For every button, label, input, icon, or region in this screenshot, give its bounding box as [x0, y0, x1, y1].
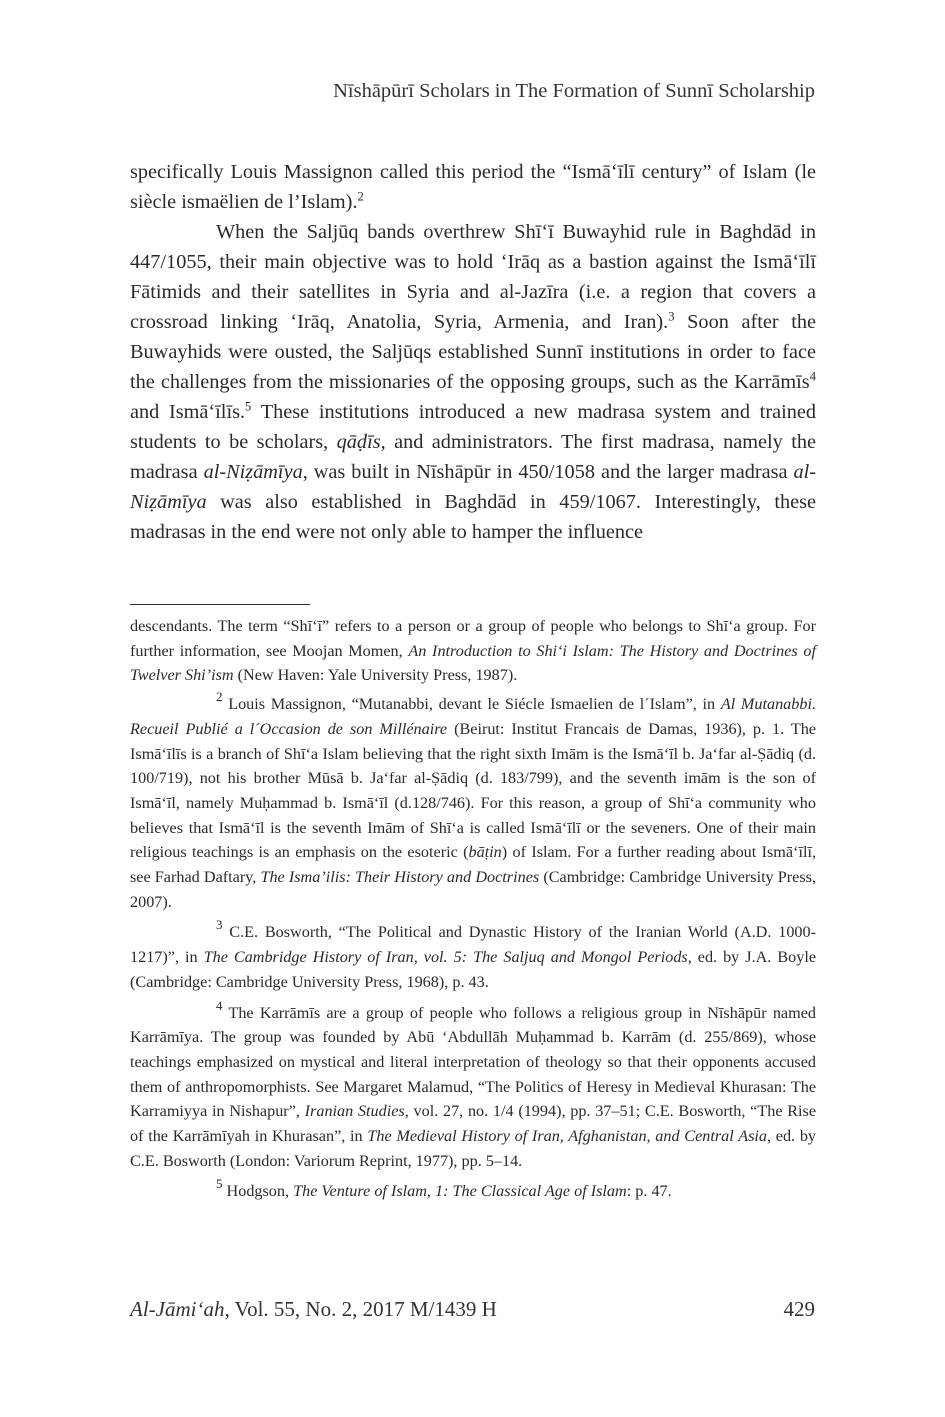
italic-text: The Cambridge History of Iran, vol. 5: The Saljuq and Mongol Periods [203, 948, 688, 967]
footnote [130, 997, 817, 1174]
italic-text: The Medieval History of Iran, Afghanistan, and Central Asia [367, 1127, 767, 1146]
footnote [130, 689, 817, 914]
footnote-ref[interactable]: 3 [216, 917, 223, 933]
text-run: ) of Islam. For a further reading about Ismā‘īlī, see Farhad Daftary, [130, 843, 816, 887]
footnote-ref[interactable]: 2 [357, 189, 364, 204]
running-header: Nīshāpūrī Scholars in The Formation of Sunnī Scholarship [333, 80, 815, 102]
text-run: (Beirut: Institut Francais de Damas, 1936), p. 1. The Ismā‘īlīs is a branch of Shī‘a Islam believing that the right sixth Imām is the Ismā‘īl b. Ja‘far al-Ṣādiq (d. 100/719), not his brother Mūsā b. Ja‘far al-Ṣādiq (d. 183/799), and the seventh imām is the son of Ismā‘īl, namely Muḥammad b. Ismā‘īl (d.128/746). For this reason, a group of Shī‘a community who believes that Ismā‘īl is the seventh Imām of Shī‘a is called Ismā‘īlī or the seveners. One of their main religious teachings is an emphasis on the esoteric ( [130, 719, 816, 862]
text-run: , vol. 27, no. 1/4 (1994), pp. 37–51; C.E. Bosworth, “The Rise of the Karrāmīyah in Khurasan”, in [130, 1102, 817, 1146]
footnote-ref[interactable]: 4 [809, 369, 816, 384]
text-run: Louis Massignon, “Mutanabbi, devant le Siécle Ismaelien de l´Islam”, in [222, 695, 721, 714]
italic-text: bāṭin [468, 843, 502, 862]
footnote [130, 1176, 816, 1204]
footnote-ref[interactable]: 5 [245, 399, 252, 414]
italic-text: al-Niẓāmīya [203, 461, 303, 483]
text-run: These institutions introduced a new madrasa system and trained students to be scholars, [130, 401, 816, 453]
italic-text: Iranian Studies [304, 1102, 405, 1121]
footnote-ref[interactable]: 2 [216, 689, 223, 705]
text-run: and Ismā‘īlīs. [130, 401, 246, 423]
text-run: (New Haven: Yale University Press, 1987). [233, 666, 518, 685]
main-text [130, 157, 816, 547]
text-run: : p. 47. [626, 1182, 672, 1201]
footnote [130, 614, 816, 688]
italic-text: The Isma’ilis: Their History and Doctrines [260, 868, 540, 887]
journal-issue: , Vol. 55, No. 2, 2017 M/1439 H [224, 1297, 497, 1321]
italic-text: qāḍīs, [336, 431, 386, 453]
text-run: The Karrāmīs are a group of people who follows a religious group in Nīshāpūr named Karrāmīya. The group was founded by Abū ‘Abdullāh Muḥammad b. Karrām (d. 255/869), whose teachings emphasized on mystical and literal interpretation of theology so that their opponents accused them of anthropomorphists. See Margaret Malamud, “The Politics of Heresy in Medieval Khurasan: The Karramiyya in Nishapur”, [130, 1003, 816, 1121]
footnote-ref[interactable]: 3 [668, 309, 675, 324]
footnote-ref[interactable]: 4 [216, 997, 223, 1013]
text-run: Soon after the Buwayhids were ousted, the Saljūqs established Sunnī institutions in order to face the challenges from the missionaries of the opposing groups, such as the Karrāmīs [130, 311, 816, 393]
page-number: 429 [783, 1297, 815, 1321]
italic-text: Al Mutanabbi. Recueil Publié a l´Occasion de son Millénaire [130, 695, 816, 738]
footnote [130, 917, 817, 994]
text-run: When the Saljūq bands overthrew Shī‘ī Buwayhid rule in Baghdād in 447/1055, their main objective was to hold ‘Irāq as a bastion against the Ismā‘īlī Fātimids and their satellites in Syria and al-Jazīra (i.e. a region that covers a crossroad linking ‘Irāq, Anatolia, Syria, Armenia, and Iran). [130, 221, 816, 333]
paragraph [130, 217, 816, 547]
italic-text: al-Niẓāmīya [130, 461, 817, 513]
italic-text: An Introduction to Shi‘i Islam: The History and Doctrines of Twelver Shi’ism [130, 641, 816, 685]
footnote-separator [130, 604, 310, 605]
footnote-ref[interactable]: 5 [216, 1176, 223, 1192]
footnotes [130, 614, 816, 1210]
journal-name: Al-Jāmi‘ah [130, 1297, 225, 1321]
text-run: specifically Louis Massignon called this period the “Ismā‘īlī century” of Islam (le siècle ismaëlien de l’Islam). [130, 161, 816, 213]
paragraph [130, 157, 816, 217]
text-run: , was built in Nīshāpūr in 450/1058 and the larger madrasa [302, 461, 794, 483]
text-run: Hodgson, [222, 1182, 294, 1201]
text-run: , ed. by C.E. Bosworth (London: Variorum Reprint, 1977), pp. 5–14. [130, 1127, 817, 1170]
text-run: C.E. Bosworth, “The Political and Dynastic History of the Iranian World (A.D. 1000-1217)”, in [130, 923, 816, 967]
text-run: descendants. The term “Shī‘ī” refers to a person or a group of people who belongs to Shī‘a group. For further information, see Moojan Momen, [130, 617, 816, 660]
text-run: , ed. by J.A. Boyle (Cambridge: Cambridge University Press, 1968), p. 43. [130, 948, 817, 991]
text-run: (Cambridge: Cambridge University Press, 2007). [130, 868, 817, 911]
journal-citation [130, 1297, 497, 1322]
text-run: was also established in Baghdād in 459/1067. Interestingly, these madrasas in the end were not only able to hamper the influence [130, 491, 816, 543]
italic-text: The Venture of Islam, 1: The Classical Age of Islam [293, 1182, 627, 1201]
text-run: and administrators. The first madrasa, namely the madrasa [130, 431, 816, 483]
